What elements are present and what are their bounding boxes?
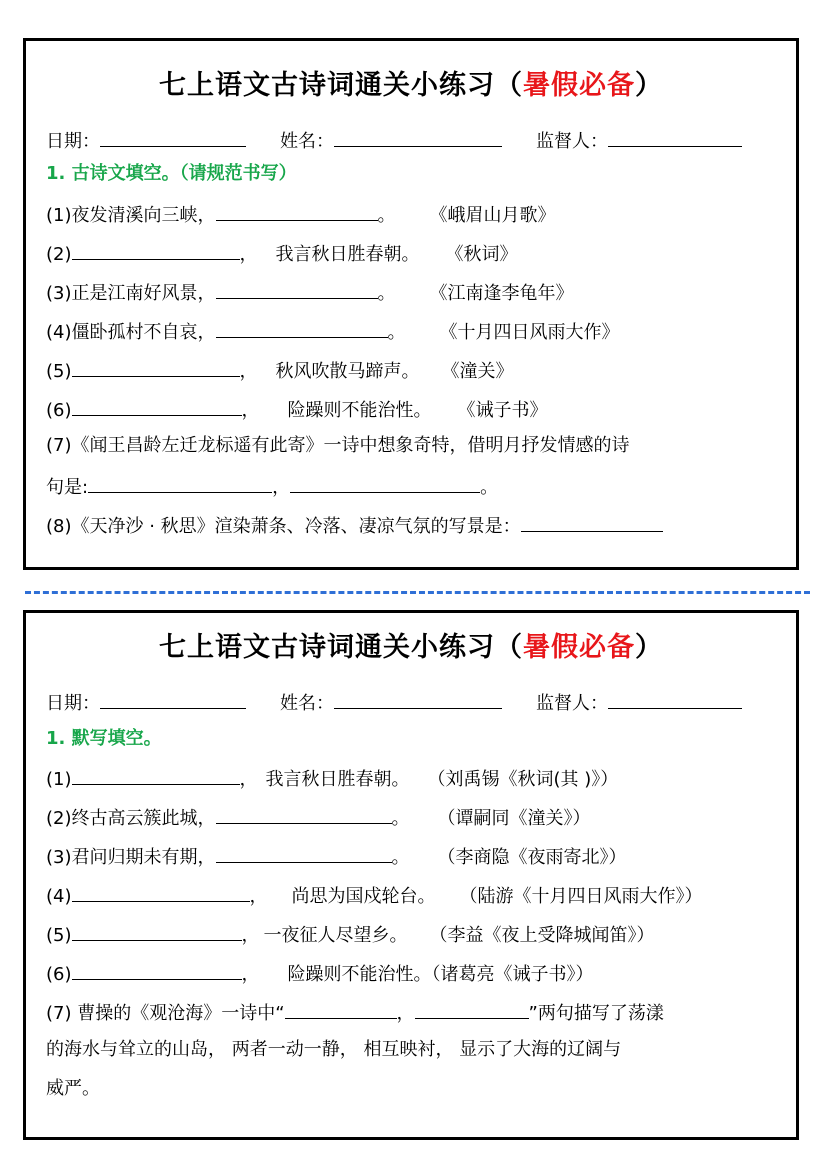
name-blank[interactable] <box>334 127 502 147</box>
answer-blank[interactable] <box>216 201 378 221</box>
question-6: (6) ， 险躁则不能治性。（诸葛亮《诫子书》） <box>46 960 594 987</box>
question-5: (5) ， 秋风吹散马蹄声。 《潼关》 <box>46 357 514 384</box>
answer-blank[interactable] <box>72 765 240 785</box>
info-row <box>46 689 742 716</box>
title-highlight: 暑假必备 <box>523 70 635 101</box>
poem-source: 《江南逢李龟年》 <box>429 283 574 304</box>
info-row <box>46 127 742 154</box>
question-7-line-3: 威严。 <box>46 1078 100 1099</box>
section-heading: 1. 古诗文填空。（请规范书写） <box>46 163 297 184</box>
answer-blank[interactable] <box>216 843 392 863</box>
date-blank[interactable] <box>100 689 246 709</box>
poem-source: （诸葛亮《诫子书》） <box>431 964 594 985</box>
answer-blank[interactable] <box>72 240 240 260</box>
supervisor-label: 监督人： <box>536 131 608 152</box>
answer-blank[interactable] <box>72 882 250 902</box>
worksheet-card-1 <box>23 38 799 570</box>
poem-source: （刘禹锡《秋词(其 )》） <box>427 769 619 790</box>
date-label: 日期： <box>46 693 100 714</box>
answer-blank[interactable] <box>415 999 529 1019</box>
question-7-line-1: (7) 曹操的《观沧海》一诗中“ ， ”两句描写了荡漾 <box>46 999 664 1026</box>
poem-source: （李商隐《夜雨寄北》） <box>437 847 627 868</box>
question-4: (4)僵卧孤村不自哀， 。 《十月四日风雨大作》 <box>46 318 620 345</box>
poem-source: 《诫子书》 <box>457 400 548 421</box>
worksheet-title: 七上语文古诗词通关小练习（暑假必备） <box>159 632 663 663</box>
dashed-divider <box>25 591 810 594</box>
poem-source: 《峨眉山月歌》 <box>429 205 556 226</box>
name-blank[interactable] <box>334 689 502 709</box>
name-label: 姓名： <box>280 131 334 152</box>
title-highlight: 暑假必备 <box>523 632 635 663</box>
question-4: (4) ， 尚思为国戍轮台。 （陆游《十月四日风雨大作》） <box>46 882 703 909</box>
answer-blank[interactable] <box>290 473 480 493</box>
question-7-line-1: (7)《闻王昌龄左迁龙标遥有此寄》一诗中想象奇特，借明月抒发情感的诗 <box>46 435 630 456</box>
question-3: (3)正是江南好风景， 。 《江南逢李龟年》 <box>46 279 574 306</box>
date-label: 日期： <box>46 131 100 152</box>
poem-source: 《潼关》 <box>441 361 514 382</box>
question-3: (3)君问归期未有期， 。 （李商隐《夜雨寄北》） <box>46 843 627 870</box>
supervisor-label: 监督人： <box>536 693 608 714</box>
question-6: (6) ， 险躁则不能治性。 《诫子书》 <box>46 396 548 423</box>
date-blank[interactable] <box>100 127 246 147</box>
answer-blank[interactable] <box>216 318 388 338</box>
supervisor-blank[interactable] <box>608 127 742 147</box>
answer-blank[interactable] <box>88 473 272 493</box>
question-2: (2)终古高云簇此城， 。 （谭嗣同《潼关》） <box>46 804 591 831</box>
poem-source: 《秋词》 <box>445 244 518 265</box>
worksheet-card-2 <box>23 610 799 1140</box>
answer-blank[interactable] <box>72 396 242 416</box>
poem-source: （李益《夜上受降城闻笛》） <box>429 925 655 946</box>
poem-source: （谭嗣同《潼关》） <box>437 808 591 829</box>
section-heading: 1. 默写填空。 <box>46 728 162 749</box>
answer-blank[interactable] <box>216 804 392 824</box>
poem-source: 《十月四日风雨大作》 <box>439 322 620 343</box>
question-8: (8)《天净沙 · 秋思》渲染萧条、冷落、凄凉气氛的写景是： <box>46 512 663 539</box>
answer-blank[interactable] <box>72 921 242 941</box>
question-2: (2) ， 我言秋日胜春朝。 《秋词》 <box>46 240 518 267</box>
question-1: (1) ， 我言秋日胜春朝。 （刘禹锡《秋词(其 )》） <box>46 765 618 792</box>
answer-blank[interactable] <box>521 512 663 532</box>
poem-source: （陆游《十月四日风雨大作》） <box>459 886 703 907</box>
question-5: (5) ， 一夜征人尽望乡。 （李益《夜上受降城闻笛》） <box>46 921 655 948</box>
answer-blank[interactable] <box>216 279 378 299</box>
question-7-line-2: 句是: ， 。 <box>46 473 498 500</box>
answer-blank[interactable] <box>72 357 240 377</box>
question-7-line-2: 的海水与耸立的山岛， 两者一动一静， 相互映衬， 显示了大海的辽阔与 <box>46 1039 622 1060</box>
name-label: 姓名： <box>280 693 334 714</box>
answer-blank[interactable] <box>285 999 397 1019</box>
question-1: (1)夜发清溪向三峡， 。 《峨眉山月歌》 <box>46 201 556 228</box>
supervisor-blank[interactable] <box>608 689 742 709</box>
worksheet-title: 七上语文古诗词通关小练习（暑假必备） <box>159 70 663 101</box>
answer-blank[interactable] <box>72 960 242 980</box>
